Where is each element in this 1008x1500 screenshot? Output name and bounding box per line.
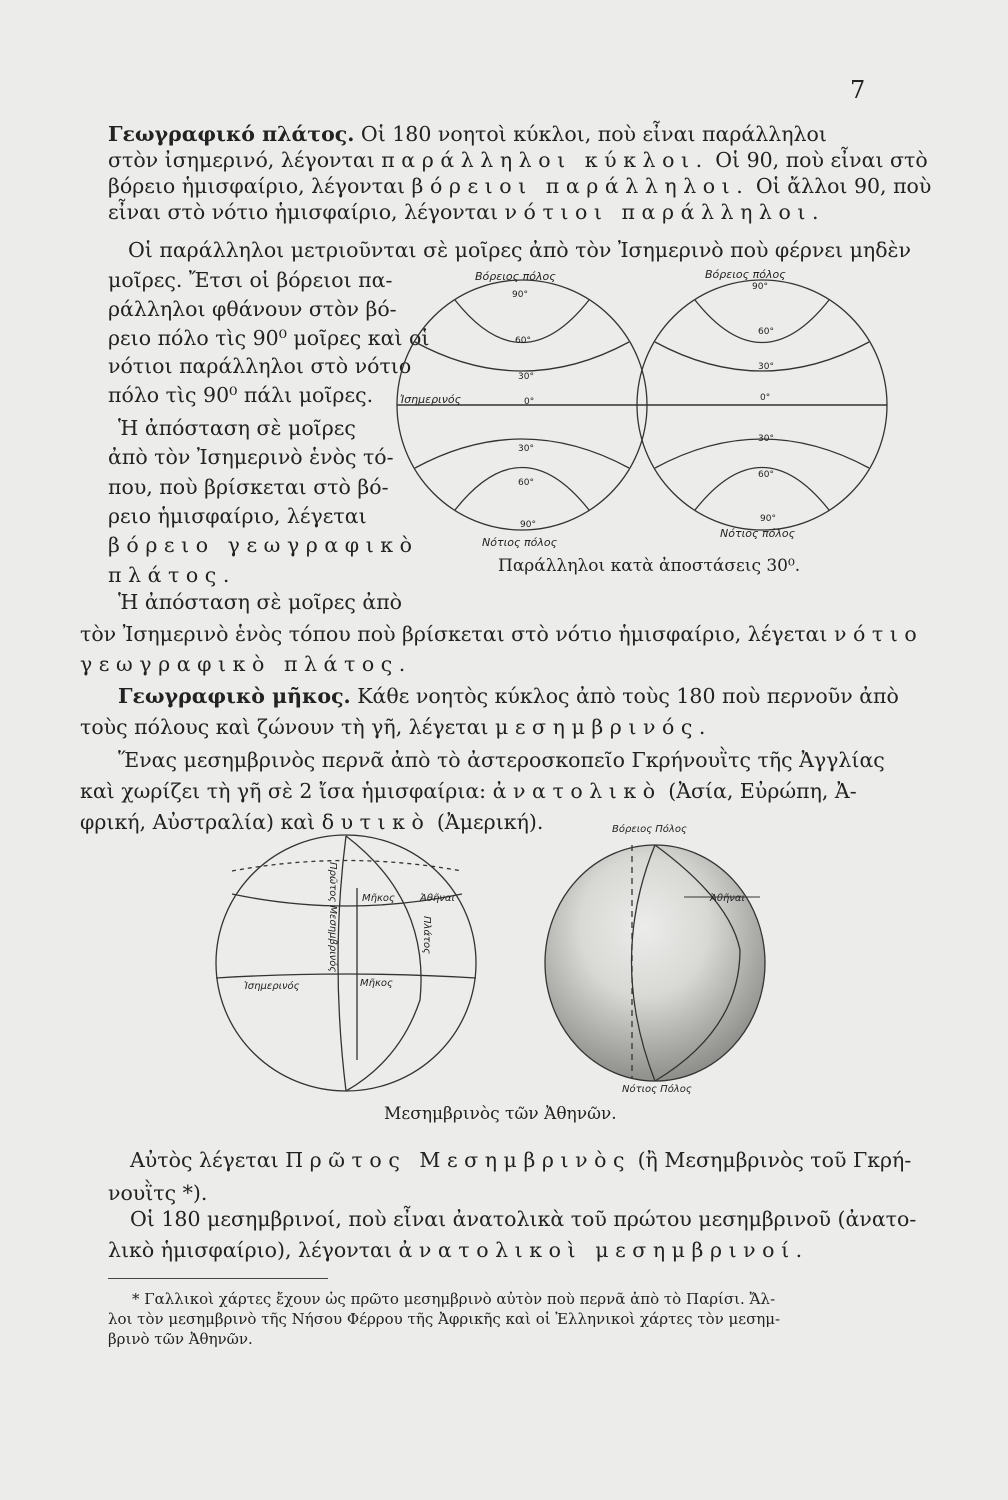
- fig1-north-pole-left: Βόρειος πόλος: [475, 270, 556, 283]
- p5-line1: Γεωγραφικὸ μῆκος. Κάθε νοητὸς κύκλος ἀπὸ τοὺς 180 ποὺ περνοῦν ἀπὸ: [118, 684, 899, 708]
- p1-line4: εἶναι στὸ νότιο ἡμισφαίριο, λέγονται νότιοι παράλληλοι.: [108, 200, 826, 224]
- fig1-north-pole-right: Βόρειος πόλος: [705, 268, 786, 281]
- fig2-longitude-top: Μῆκος: [362, 893, 395, 904]
- deg-right-30s: 30°: [758, 434, 774, 444]
- footnote-line3: βρινὸ τῶν Ἀθηνῶν.: [108, 1330, 253, 1348]
- deg-left-60n: 60°: [515, 336, 531, 346]
- fig2-equator: Ἰσημερινός: [244, 981, 300, 992]
- fig2-caption: Μεσημβρινὸς τῶν Ἀθηνῶν.: [384, 1104, 617, 1124]
- fig2-athens-right: Ἀθῆναι: [710, 893, 745, 904]
- p8-line2: λικὸ ἡμισφαίριο), λέγονται ἀνατολικοὶ μεσημβρινοί.: [108, 1238, 809, 1262]
- fig2-longitude-bottom: Μῆκος: [360, 978, 393, 989]
- p2-line1: Οἱ παράλληλοι μετριοῦνται σὲ μοῖρες ἀπὸ τὸν Ἰσημερινὸ ποὺ φέρνει μηδὲν: [128, 238, 912, 262]
- p5-line2: τοὺς πόλους καὶ ζώνουν τὴ γῆ, λέγεται μεσημβρινός.: [80, 715, 712, 739]
- deg-right-60n: 60°: [758, 327, 774, 337]
- fig2-south-pole: Νότιος Πόλος: [622, 1084, 692, 1095]
- p1-line2: στὸν ἰσημερινό, λέγονται παράλληλοι κύκλοι. Οἱ 90, ποὺ εἶναι στὸ: [108, 148, 928, 172]
- deg-right-90s: 90°: [760, 514, 776, 524]
- fig2-athens-left: Ἀθῆναι: [420, 893, 455, 904]
- p3-line4: ρειο ἡμισφαίριο, λέγεται: [108, 504, 367, 528]
- p7-line2: νουῒτς *).: [108, 1181, 208, 1205]
- deg-left-30s: 30°: [518, 444, 534, 454]
- deg-right-0: 0°: [760, 393, 771, 403]
- footnote-line2: λοι τὸν μεσημβρινὸ τῆς Νήσου Φέρρου τῆς Ἀφρικῆς καὶ οἱ Ἑλληνικοὶ χάρτες τὸν μεσημ-: [108, 1310, 781, 1328]
- p6-line3: φρική, Αὐστραλία) καὶ δυτικὸ (Ἀμερική).: [80, 810, 544, 834]
- deg-right-90n: 90°: [752, 282, 768, 292]
- fig1-south-pole-left: Νότιος πόλος: [482, 536, 558, 549]
- fig2-north-pole: Βόρειος Πόλος: [612, 824, 687, 835]
- deg-left-90s: 90°: [520, 520, 536, 530]
- p4-line1: Ἡ ἀπόσταση σὲ μοῖρες ἀπὸ: [118, 590, 403, 614]
- p3-line5: βόρειο γεωγραφικὸ: [108, 533, 419, 557]
- deg-left-0: 0°: [524, 397, 535, 407]
- p3-line3: που, ποὺ βρίσκεται στὸ βό-: [108, 475, 389, 499]
- heading-longitude: Γεωγραφικὸ μῆκος.: [118, 684, 351, 708]
- fig2-latitude: Πλάτος: [421, 916, 432, 955]
- p2-line4: ρειο πόλο τὶς 90⁰ μοῖρες καὶ οἱ: [108, 326, 430, 350]
- p2-line5: νότιοι παράλληλοι στὸ νότιο: [108, 354, 412, 378]
- deg-left-90n: 90°: [512, 290, 528, 300]
- fig1-caption: Παράλληλοι κατὰ ἀποστάσεις 30⁰.: [498, 556, 801, 576]
- p1-line3: βόρειο ἡμισφαίριο, λέγονται βόρειοι παράλληλοι. Οἱ ἄλλοι 90, ποὺ: [108, 174, 932, 198]
- p3-line6: πλάτος.: [108, 563, 236, 587]
- p7-line1: Αὐτὸς λέγεται Πρῶτος Μεσημβρινὸς (ἢ Μεσημβρινὸς τοῦ Γκρή-: [130, 1148, 912, 1172]
- p2-line6: πόλο τὶς 90⁰ πάλι μοῖρες.: [108, 383, 374, 407]
- left-globe: [216, 835, 476, 1091]
- fig1-south-pole-right: Νότιος πόλος: [720, 527, 796, 540]
- right-globe: [545, 845, 765, 1081]
- fig1-equator-label: Ἰσημερινός: [400, 393, 462, 406]
- p1-line1: Γεωγραφικό πλάτος. Οἱ 180 νοητοὶ κύκλοι, ποὺ εἶναι παράλληλοι: [108, 122, 827, 146]
- p2-line2: μοῖρες. Ἔτσι οἱ βόρειοι πα-: [108, 268, 393, 292]
- deg-left-30n: 30°: [518, 372, 534, 382]
- p3-line2: ἀπὸ τὸν Ἰσημερινὸ ἑνὸς τό-: [108, 445, 394, 469]
- left-globe-prime-meridian: [338, 836, 346, 1091]
- p3-line1: Ἡ ἀπόσταση σὲ μοῖρες: [118, 416, 356, 440]
- p6-line2: καὶ χωρίζει τὴ γῆ σὲ 2 ἴσα ἡμισφαίρια: ἀνατολικὸ (Ἀσία, Εὐρώπη, Ἀ-: [80, 779, 857, 803]
- heading-latitude: Γεωγραφικό πλάτος.: [108, 122, 355, 146]
- fig2-prime-meridian: Πρῶτος Μεσημβρινός: [327, 862, 338, 973]
- footnote-line1: * Γαλλικοὶ χάρτες ἔχουν ὡς πρῶτο μεσημβρινὸ αὐτὸν ποὺ περνᾶ ἀπὸ τὸ Παρίσι. Ἄλ-: [132, 1290, 776, 1308]
- p4-line3: γεωγραφικὸ πλάτος.: [80, 652, 412, 676]
- p8-line1: Οἱ 180 μεσημβρινοί, ποὺ εἶναι ἀνατολικὰ τοῦ πρώτου μεσημβρινοῦ (ἀνατο-: [130, 1207, 917, 1231]
- left-globe-equator: [216, 974, 476, 978]
- deg-right-30n: 30°: [758, 362, 774, 372]
- p2-line3: ράλληλοι φθάνουν στὸν βό-: [108, 297, 397, 321]
- footnote-rule: [108, 1278, 328, 1279]
- p6-line1: Ἕνας μεσημβρινὸς περνᾶ ἀπὸ τὸ ἀστεροσκοπεῖο Γκρήνουῒτς τῆς Ἀγγλίας: [118, 748, 885, 772]
- p4-line2: τὸν Ἰσημερινὸ ἑνὸς τόπου ποὺ βρίσκεται στὸ νότιο ἡμισφαίριο, λέγεται νότιο: [80, 622, 924, 646]
- deg-right-60s: 60°: [758, 470, 774, 480]
- deg-left-60s: 60°: [518, 478, 534, 488]
- page-number: 7: [850, 76, 866, 104]
